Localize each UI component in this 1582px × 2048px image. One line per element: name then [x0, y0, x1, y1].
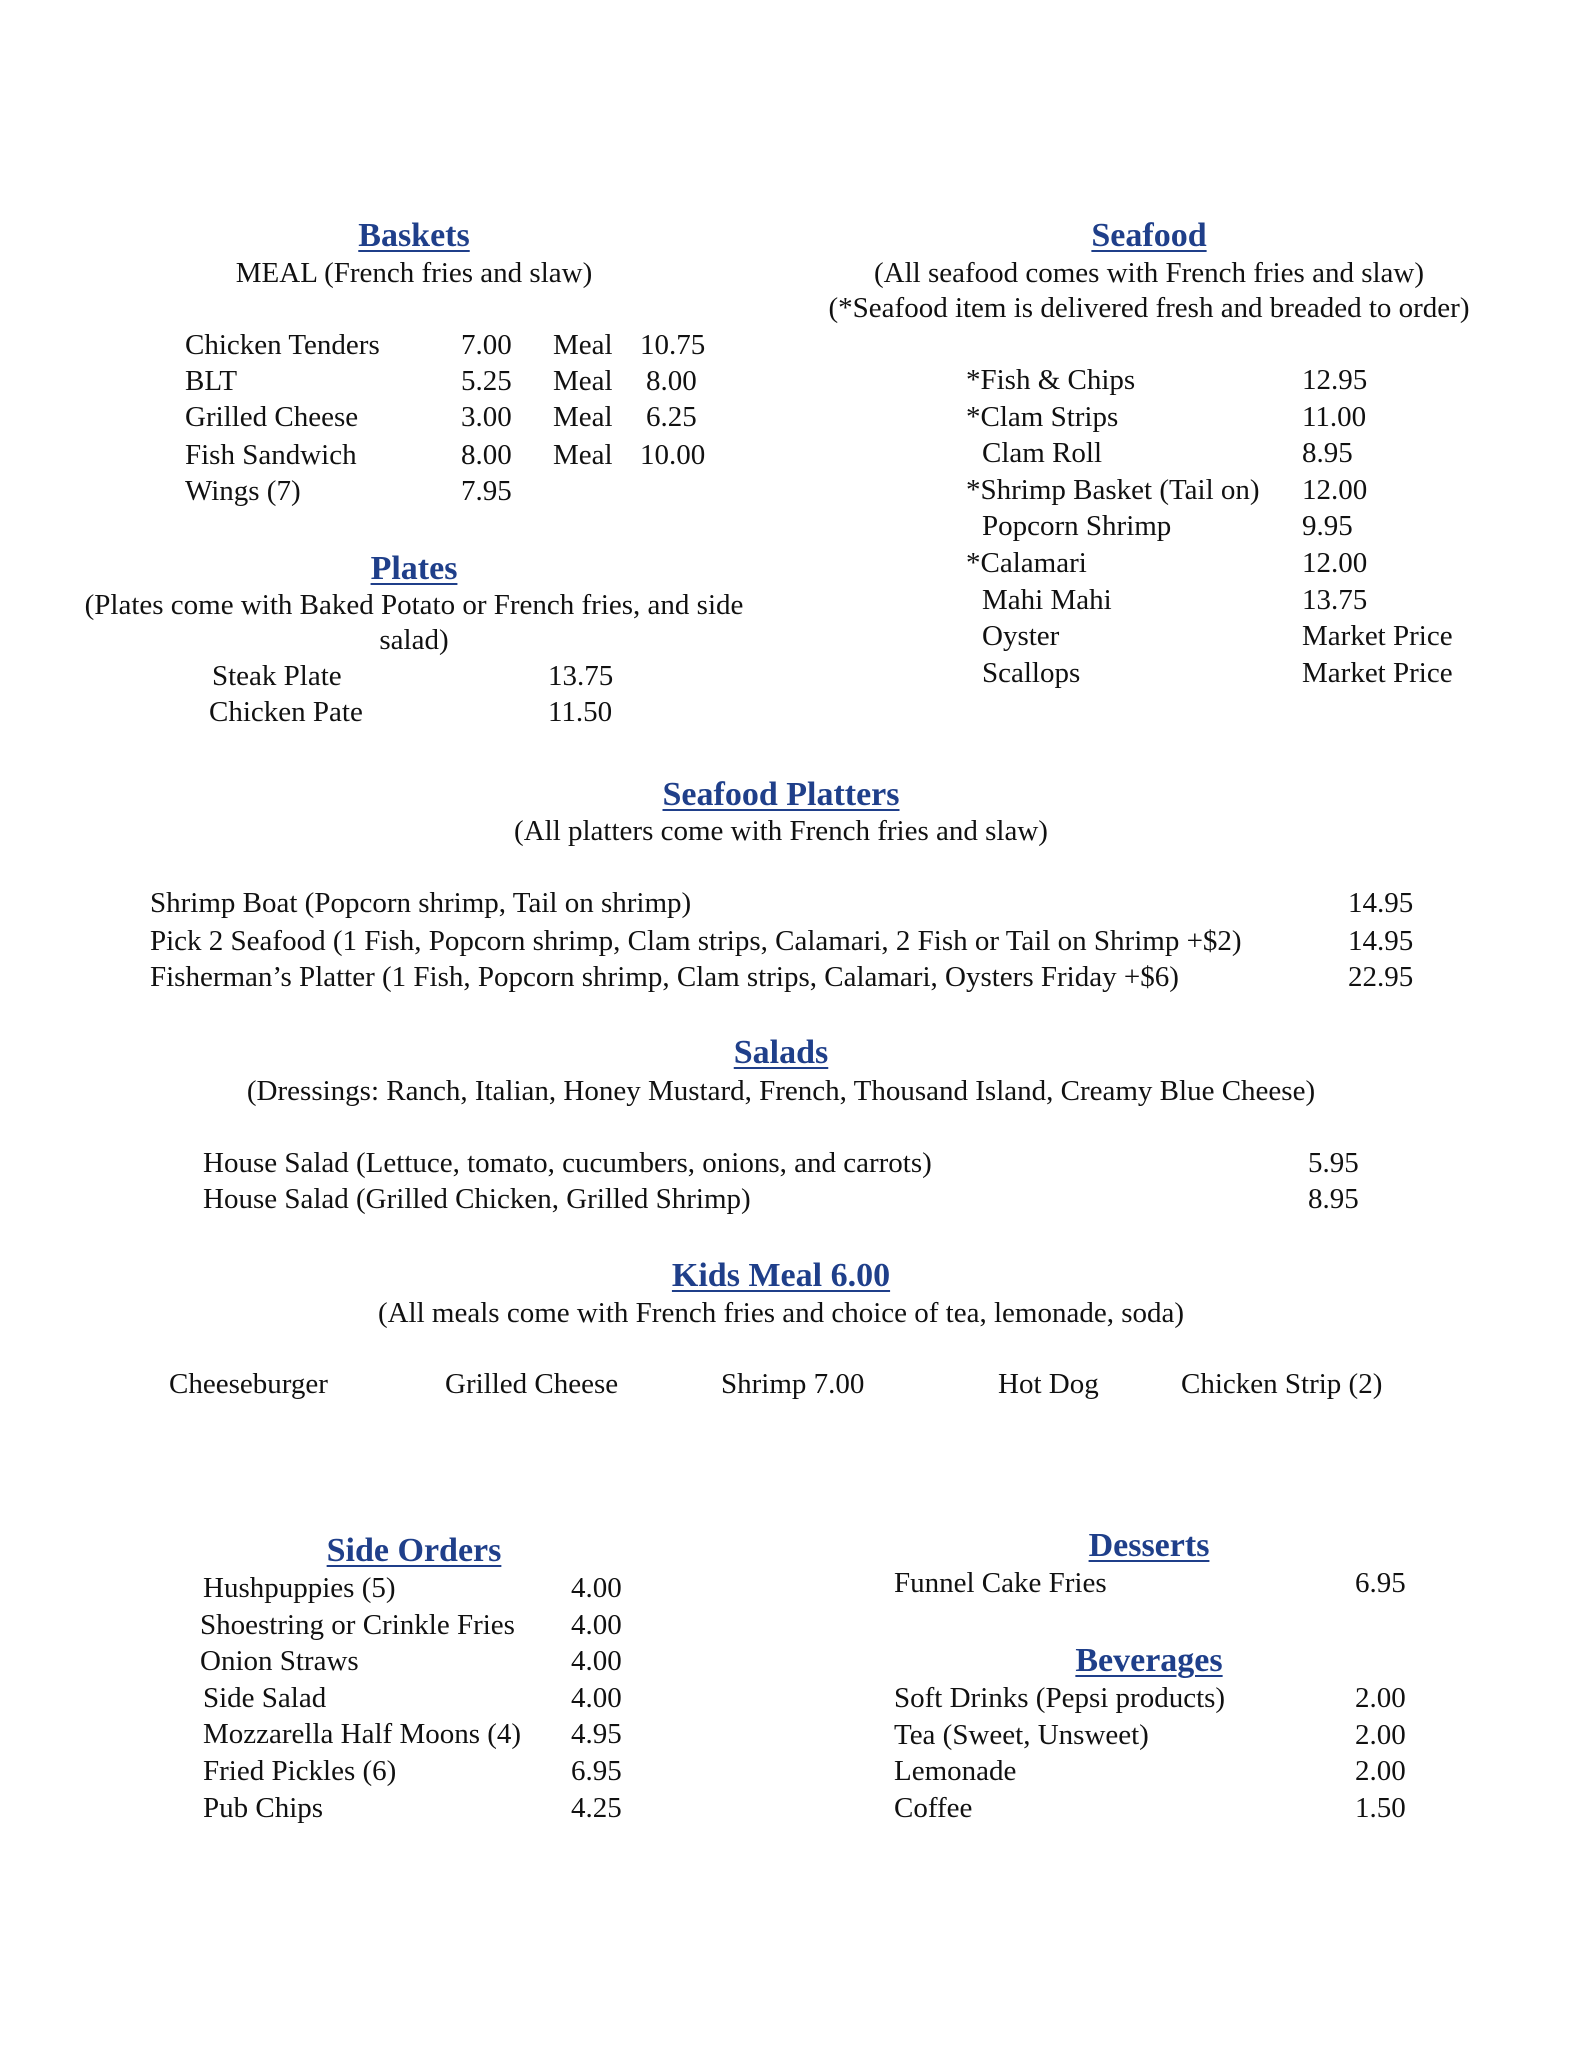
side-item-name: Side Salad	[203, 1681, 327, 1714]
basket-item-price: 8.00	[461, 439, 512, 471]
side-item-price: 4.00	[571, 1608, 622, 1641]
side-item-price: 4.00	[571, 1572, 622, 1604]
basket-meal-price: 10.75	[640, 329, 706, 361]
platter-item-price: 22.95	[1348, 961, 1414, 993]
sides-heading: Side Orders	[326, 1532, 502, 1569]
beverages-heading: Beverages	[1075, 1642, 1223, 1679]
beverage-item-name: Tea (Sweet, Unsweet)	[894, 1718, 1149, 1751]
beverage-item-price: 2.00	[1355, 1755, 1406, 1788]
platter-item-name: Fisherman’s Platter (1 Fish, Popcorn shrimp, Clam strips, Calamari, Oysters Friday +$6)	[150, 961, 1179, 993]
basket-item-price: 5.25	[461, 365, 512, 397]
kids-item: Cheeseburger	[169, 1368, 328, 1400]
basket-item-name: Chicken Tenders	[185, 329, 380, 361]
plate-item-price: 11.50	[548, 696, 613, 728]
basket-meal-label: Meal	[553, 365, 613, 397]
kids-item: Hot Dog	[998, 1368, 1099, 1400]
seafood-item-price: 12.00	[1302, 547, 1368, 579]
side-item-name: Shoestring or Crinkle Fries	[200, 1608, 515, 1641]
seafood-item-price: Market Price	[1302, 620, 1453, 653]
side-item-price: 4.95	[571, 1718, 622, 1751]
platter-item-price: 14.95	[1348, 925, 1414, 957]
seafood-item-name: *Clam Strips	[966, 400, 1119, 433]
beverage-item-name: Coffee	[894, 1791, 973, 1824]
side-item-price: 4.00	[571, 1681, 622, 1714]
plate-item-price: 13.75	[548, 660, 614, 692]
kids-item: Shrimp 7.00	[721, 1368, 865, 1400]
side-item-name: Pub Chips	[203, 1791, 324, 1824]
side-item-name: Hushpuppies (5)	[203, 1572, 396, 1604]
beverage-item-price: 1.50	[1355, 1791, 1406, 1824]
seafood-subtitle-line2: (*Seafood item is delivered fresh and breaded to order)	[828, 292, 1470, 324]
seafood-item-price: 12.00	[1302, 473, 1368, 506]
salad-item-name: House Salad (Lettuce, tomato, cucumbers, onions, and carrots)	[203, 1147, 932, 1179]
seafood-item-price: Market Price	[1302, 656, 1453, 689]
basket-meal-label: Meal	[553, 329, 613, 361]
seafood-item-price: 9.95	[1302, 510, 1353, 543]
platter-item-price: 14.95	[1348, 887, 1414, 919]
basket-item-name: BLT	[185, 365, 238, 397]
salad-item-price: 8.95	[1308, 1183, 1359, 1215]
plate-item-name: Chicken Pate	[209, 696, 363, 728]
platters-heading: Seafood Platters	[662, 776, 900, 813]
basket-meal-price: 6.25	[646, 401, 697, 433]
kids-item: Grilled Cheese	[445, 1368, 619, 1400]
platter-item-name: Shrimp Boat (Popcorn shrimp, Tail on shrimp)	[150, 887, 692, 919]
seafood-item-name: Oyster	[982, 620, 1060, 653]
seafood-item-name: Mahi Mahi	[982, 583, 1112, 616]
basket-meal-label: Meal	[553, 401, 613, 433]
basket-item-name: Wings (7)	[185, 475, 301, 507]
beverage-item-price: 2.00	[1355, 1682, 1406, 1714]
plates-subtitle-line1: (Plates come with Baked Potato or French fries, and side	[84, 589, 744, 621]
kids-subtitle: (All meals come with French fries and choice of tea, lemonade, soda)	[377, 1297, 1185, 1329]
seafood-item-name: *Shrimp Basket (Tail on)	[966, 473, 1260, 506]
dessert-item-price: 6.95	[1355, 1567, 1406, 1599]
side-item-name: Fried Pickles (6)	[203, 1755, 397, 1787]
seafood-item-name: Scallops	[982, 656, 1081, 689]
kids-heading: Kids Meal 6.00	[671, 1257, 891, 1294]
seafood-item-price: 11.00	[1302, 400, 1367, 433]
side-item-name: Mozzarella Half Moons (4)	[203, 1718, 522, 1751]
seafood-heading: Seafood	[1091, 217, 1207, 254]
side-item-price: 6.95	[571, 1755, 622, 1787]
basket-item-price: 7.95	[461, 475, 512, 507]
basket-item-price: 3.00	[461, 401, 512, 433]
side-item-name: Onion Straws	[200, 1645, 359, 1678]
platter-item-name: Pick 2 Seafood (1 Fish, Popcorn shrimp, Clam strips, Calamari, 2 Fish or Tail on Shrimp +$2)	[150, 925, 1242, 957]
seafood-item-price: 13.75	[1302, 583, 1368, 616]
salads-heading: Salads	[733, 1034, 829, 1071]
seafood-subtitle-line1: (All seafood comes with French fries and slaw)	[873, 257, 1425, 289]
desserts-heading: Desserts	[1088, 1527, 1210, 1564]
basket-item-price: 7.00	[461, 329, 512, 361]
seafood-item-name: Clam Roll	[982, 437, 1103, 470]
beverage-item-name: Lemonade	[894, 1755, 1017, 1788]
side-item-price: 4.00	[571, 1645, 622, 1678]
plates-subtitle-line2: salad)	[379, 624, 449, 656]
basket-meal-price: 8.00	[646, 365, 697, 397]
plates-heading: Plates	[370, 550, 458, 587]
baskets-subtitle: MEAL (French fries and slaw)	[235, 257, 593, 289]
basket-meal-price: 10.00	[640, 439, 706, 471]
dessert-item-name: Funnel Cake Fries	[894, 1567, 1107, 1599]
baskets-heading: Baskets	[358, 217, 470, 254]
kids-item: Chicken Strip (2)	[1181, 1368, 1383, 1400]
beverage-item-price: 2.00	[1355, 1718, 1406, 1751]
salad-item-name: House Salad (Grilled Chicken, Grilled Shrimp)	[203, 1183, 751, 1215]
side-item-price: 4.25	[571, 1791, 622, 1824]
seafood-item-name: *Calamari	[966, 547, 1087, 579]
salad-item-price: 5.95	[1308, 1147, 1359, 1179]
platters-subtitle: (All platters come with French fries and slaw)	[514, 815, 1048, 847]
beverage-item-name: Soft Drinks (Pepsi products)	[894, 1682, 1226, 1714]
salads-subtitle: (Dressings: Ranch, Italian, Honey Mustard, French, Thousand Island, Creamy Blue Cheese)	[246, 1075, 1316, 1107]
seafood-item-price: 8.95	[1302, 437, 1353, 470]
seafood-item-name: *Fish & Chips	[966, 364, 1136, 396]
basket-item-name: Fish Sandwich	[185, 439, 357, 471]
basket-item-name: Grilled Cheese	[185, 401, 359, 433]
seafood-item-name: Popcorn Shrimp	[982, 510, 1172, 543]
basket-meal-label: Meal	[553, 439, 613, 471]
seafood-item-price: 12.95	[1302, 364, 1368, 396]
plate-item-name: Steak Plate	[212, 660, 342, 692]
